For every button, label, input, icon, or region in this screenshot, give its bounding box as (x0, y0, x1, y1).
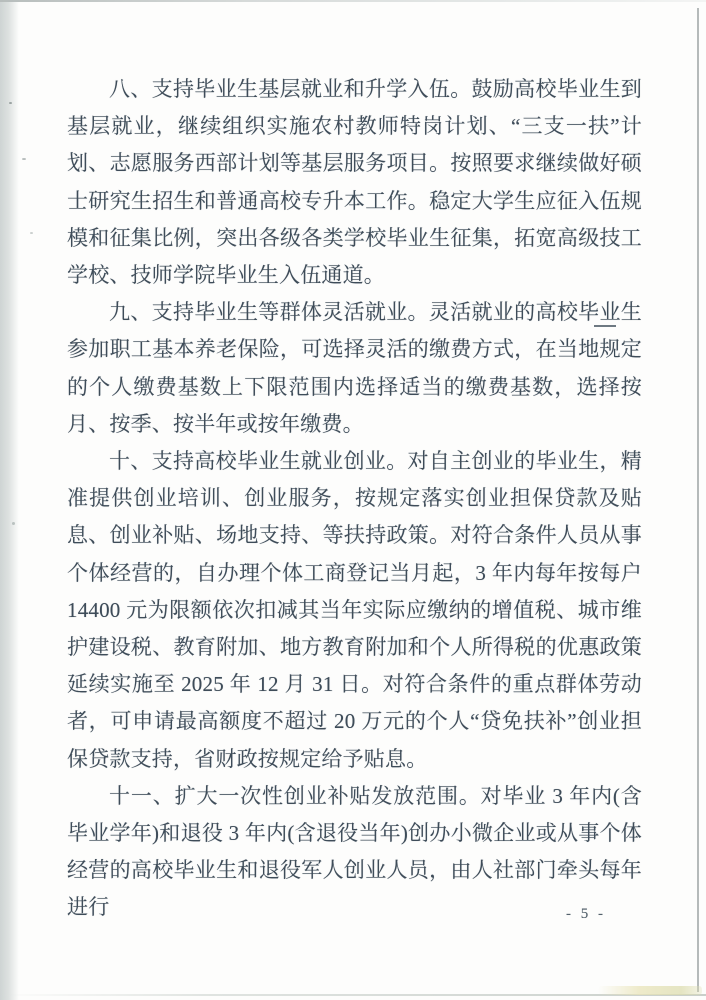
scan-speckle (22, 158, 26, 160)
paragraph-item-10: 十、支持高校毕业生就业创业。对自主创业的毕业生，精准提供创业培训、创业服务，按规定落实创业担保贷款及贴息、创业补贴、场地支持、等扶持政策。对符合条件人员从事个体经营的，自办理个体工商登记当月起，3 年内每年按每户 14400 元为限额依次扣减其当年实际应缴纳的增值税、城市维护建设税、教育附加、地方教育附加和个人所得税的优惠政策延续实施至 2025 年 12 月 31 日。对符合条件的重点群体劳动者，可申请最高额度不超过 20 万元的个人“贷免扶补”创业担保贷款支持，省财政按规定给予贴息。 (67, 449, 642, 771)
scan-speckle (9, 102, 12, 104)
scan-smudge (598, 986, 702, 995)
scan-edge-top (0, 0, 706, 2)
document-body (67, 71, 642, 927)
scan-speckle (30, 232, 33, 234)
page-edge-line (697, 8, 699, 992)
paragraph-item-11: 十一、扩大一次性创业补贴发放范围。对毕业 3 年内(含毕业学年)和退役 3 年内(含退役当年)创办小微企业或从事个体经营的高校毕业生和退役军人创业人员，由人社部门牵头每年进行 (67, 783, 642, 920)
page-number-label: - 5 - (566, 906, 606, 922)
paragraph-item-8: 八、支持毕业生基层就业和升学入伍。鼓励高校毕业生到基层就业，继续组织实施农村教师特岗计划、“三支一扶”计划、志愿服务西部计划等基层服务项目。按照要求继续做好硕士研究生招生和普通高校专升本工作。稳定大学生应征入伍规模和征集比例，突出各级各类学校毕业生征集，拓宽高级技工学校、技师学院毕业生入伍通道。 (67, 77, 642, 288)
scan-shadow-left (0, 0, 19, 1000)
paragraph-item-9: 九、支持毕业生等群体灵活就业。灵活就业的高校毕业生参加职工基本养老保险，可选择灵活的缴费方式，在当地规定的个人缴费基数上下限范围内选择适当的缴费基数，选择按月、按季、按半年或按年缴费。 (67, 300, 642, 436)
scan-speckle (12, 522, 15, 525)
stray-underline-mark (594, 325, 616, 327)
